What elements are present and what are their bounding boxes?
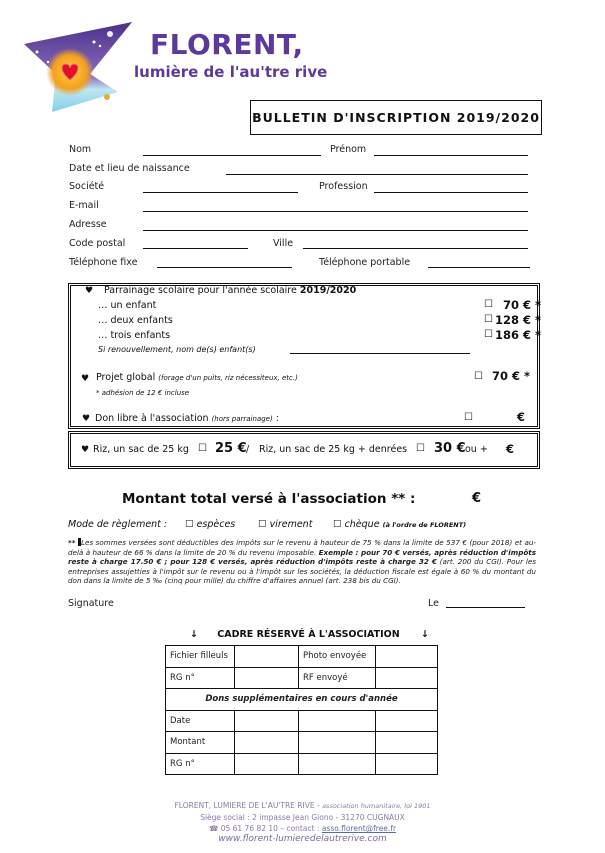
parrainage-option-price: 70 € * — [503, 298, 542, 312]
societe-label: Société — [69, 181, 105, 192]
brand-tagline: lumière de l'au'tre rive — [134, 63, 328, 81]
cell[interactable] — [376, 667, 438, 689]
nom-label: Nom — [69, 144, 92, 155]
nom-field[interactable] — [143, 155, 321, 156]
total-label: Montant total versé à l'association ** : — [122, 491, 416, 507]
heart-icon: ♥ — [81, 445, 90, 455]
cell[interactable] — [376, 753, 438, 775]
prenom-label: Prénom — [330, 144, 367, 155]
assoc-reserved-table — [165, 645, 438, 775]
cell: Montant — [166, 732, 235, 754]
date-label: Le — [428, 598, 439, 609]
cell[interactable] — [376, 646, 438, 668]
heart-icon: ♥ — [82, 414, 91, 424]
riz-separator: / — [246, 444, 250, 455]
ville-label: Ville — [273, 238, 294, 249]
table-row — [166, 710, 438, 732]
don-checkbox[interactable]: ☐ — [464, 412, 473, 423]
contact-email-link[interactable]: asso.florent@free.fr — [321, 824, 397, 833]
code-postal-field[interactable] — [143, 248, 248, 249]
signature-label: Signature — [68, 598, 114, 609]
checkbox[interactable]: ☐ — [333, 519, 342, 530]
societe-field[interactable] — [143, 192, 298, 193]
total-currency: € — [472, 491, 482, 506]
footer-address: Siège social : 2 impasse Jean Giono - 31270 CUGNAUX — [200, 813, 405, 822]
table-row — [166, 732, 438, 754]
riz-option1-price: 25 € — [215, 441, 247, 456]
arrow-down-icon: ↓ — [421, 629, 429, 640]
cell[interactable] — [235, 646, 299, 668]
cell: RF envoyé — [299, 667, 376, 689]
brand-name: FLORENT, — [150, 28, 304, 61]
parrainage-option-label: … deux enfants — [98, 315, 173, 326]
riz-option2-price: 30 € — [434, 441, 466, 456]
parrainage-option-price: 128 € * — [495, 313, 542, 327]
cell[interactable] — [376, 732, 438, 754]
profession-label: Profession — [319, 181, 368, 192]
reglement-cheque[interactable]: ☐ chèque (à l'ordre de FLORENT) — [333, 519, 467, 530]
adhesion-note: * adhésion de 12 € incluse — [96, 389, 190, 397]
parrainage-2-checkbox[interactable]: ☐ — [484, 314, 493, 325]
email-label: E-mail — [69, 200, 99, 211]
riz-option1-checkbox[interactable]: ☐ — [198, 443, 207, 454]
projet-price: 70 € * — [492, 369, 531, 383]
cell: Fichier filleuls — [166, 646, 235, 668]
footer-contact: ☎ 05 61 76 82 10 – contact : asso.florent@free.fr — [208, 824, 397, 833]
cell[interactable] — [235, 710, 299, 732]
cell: Date — [166, 710, 235, 732]
parrainage-option-label: … trois enfants — [98, 330, 171, 341]
adresse-field[interactable] — [143, 230, 528, 231]
tax-deduction-note: ** Les sommes versées sont déductibles des impôts sur le revenu à hauteur de 75 % dans la limite de 537 € (pour 2018) et au-delà à hauteur de 66 % dans la limite de 20 % du revenu imposable. Exemple : pour 70 € versés, après réduction d'impôts reste à charge 17.50 € ; pour 128 € versés, après réduction d'impôts reste à charge 32 € (art. 200 du CGI). Pour les entreprises assujetties à l'impôt sur le revenu ou à l'impôt sur les sociétés, la déduction fiscale est égale à 60 % du montant du don dans la limite de 5 ‰ (cinq pour mille) du chiffre d'affaires annuel (art. 238 bis du CGI). — [68, 538, 537, 586]
website-link[interactable]: www.florent-lumieredelautrerive.com — [218, 834, 387, 844]
parrainage-option-price: 186 € * — [495, 328, 542, 342]
riz-option2-label: Riz, un sac de 25 kg + denrées — [259, 444, 408, 455]
parrainage-heading: Parrainage scolaire pour l'année scolaire 2019/2020 — [104, 285, 357, 296]
association-logo — [22, 22, 134, 112]
form-title: BULLETIN D'INSCRIPTION 2019/2020 — [250, 100, 542, 135]
cell[interactable] — [299, 732, 376, 754]
riz-option2-checkbox[interactable]: ☐ — [416, 443, 425, 454]
footer — [0, 800, 605, 845]
subheading-cell: Dons supplémentaires en cours d'année — [166, 689, 438, 711]
renewal-names-field[interactable] — [290, 353, 470, 354]
tel-portable-field[interactable] — [428, 267, 530, 268]
tel-fixe-field[interactable] — [157, 267, 292, 268]
email-field[interactable] — [143, 211, 528, 212]
cell: Photo envoyée — [299, 646, 376, 668]
prenom-field[interactable] — [374, 155, 528, 156]
parrainage-option-label: … un enfant — [98, 300, 157, 311]
naissance-field[interactable] — [226, 174, 528, 175]
reglement-especes[interactable]: ☐ espèces — [185, 519, 236, 530]
checkbox[interactable]: ☐ — [258, 519, 267, 530]
riz-currency: € — [506, 442, 515, 456]
reglement-virement[interactable]: ☐ virement — [258, 519, 313, 530]
table-row — [166, 646, 438, 668]
naissance-label: Date et lieu de naissance — [69, 163, 190, 174]
don-label: Don libre à l'association (hors parrainage) : — [95, 413, 279, 424]
reglement-label: Mode de règlement : — [68, 519, 168, 530]
cell: RG n° — [166, 753, 235, 775]
code-postal-label: Code postal — [69, 238, 126, 249]
table-row — [166, 667, 438, 689]
projet-checkbox[interactable]: ☐ — [474, 371, 483, 382]
riz-option1-label: Riz, un sac de 25 kg — [93, 444, 189, 455]
heart-icon: ♥ — [81, 374, 90, 384]
tel-portable-label: Téléphone portable — [319, 257, 411, 268]
adresse-label: Adresse — [69, 219, 107, 230]
table-subheading-row — [166, 689, 438, 711]
profession-field[interactable] — [374, 192, 528, 193]
footer-line1: FLORENT, LUMIERE DE L'AU'TRE RIVE - association humanitaire, loi 1901 — [174, 801, 431, 810]
assoc-heading: ↓ CADRE RÉSERVÉ À L'ASSOCIATION ↓ — [190, 629, 429, 640]
date-field[interactable] — [446, 607, 525, 608]
ville-field[interactable] — [303, 248, 528, 249]
heart-icon: ♥ — [85, 286, 94, 296]
parrainage-1-checkbox[interactable]: ☐ — [484, 299, 493, 310]
cell[interactable] — [299, 753, 376, 775]
cell[interactable] — [376, 710, 438, 732]
parrainage-3-checkbox[interactable]: ☐ — [484, 329, 493, 340]
tel-fixe-label: Téléphone fixe — [69, 257, 138, 268]
phone-icon: ☎ — [208, 824, 219, 833]
renewal-label: Si renouvellement, nom de(s) enfant(s) — [98, 345, 256, 354]
don-currency: € — [517, 410, 526, 424]
cell[interactable] — [235, 753, 299, 775]
arrow-down-icon: ↓ — [190, 629, 198, 640]
checkbox[interactable]: ☐ — [185, 519, 194, 530]
cell: RG n° — [166, 667, 235, 689]
table-row — [166, 753, 438, 775]
cell[interactable] — [235, 667, 299, 689]
riz-option2-suffix: ou + — [465, 444, 488, 455]
cell[interactable] — [299, 710, 376, 732]
projet-label: Projet global (forage d'un puits, riz nécessiteux, etc.) — [96, 372, 298, 383]
cell[interactable] — [235, 732, 299, 754]
